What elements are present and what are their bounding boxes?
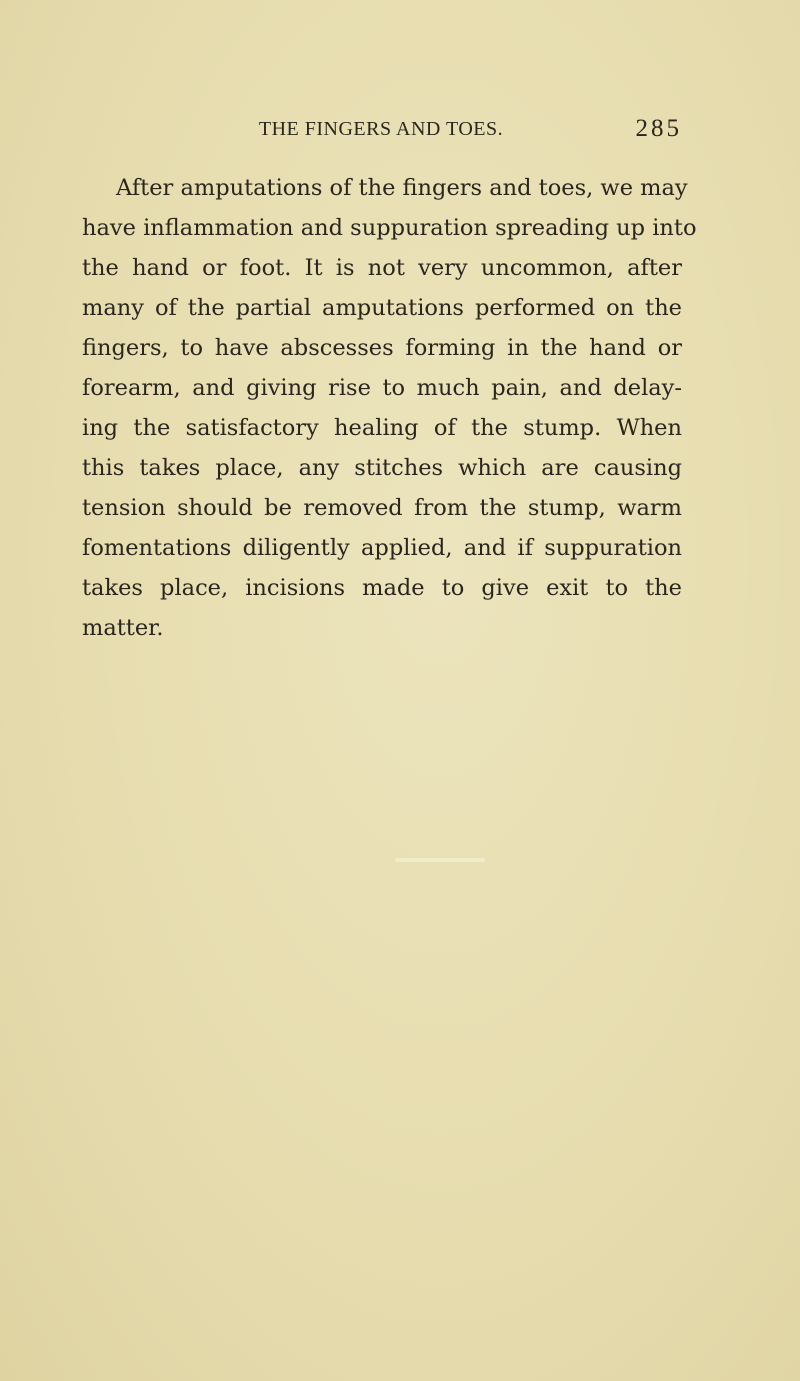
- running-head: [80, 115, 682, 148]
- text-line: fomentations diligently applied, and if suppuration: [82, 535, 682, 561]
- paper-smudge: [395, 858, 485, 862]
- page-number: 285: [635, 115, 682, 142]
- body-paragraph: [82, 168, 697, 648]
- text-line: matter.: [82, 615, 164, 641]
- text-line: takes place, incisions made to give exit to the: [82, 575, 682, 601]
- text-line: tension should be removed from the stump, warm: [82, 495, 682, 521]
- text-line: ing the satisfactory healing of the stump. When: [82, 415, 682, 441]
- text-line: this takes place, any stitches which are causing: [82, 455, 682, 481]
- text-line: have inflammation and suppuration spreading up into: [82, 215, 697, 241]
- text-line: After amputations of the fingers and toes, we may: [116, 175, 688, 201]
- text-line: the hand or foot. It is not very uncommon, after: [82, 255, 682, 281]
- text-line: forearm, and giving rise to much pain, and delay-: [82, 375, 682, 401]
- running-title: THE FINGERS AND TOES.: [258, 118, 504, 140]
- text-line: many of the partial amputations performed on the: [82, 295, 682, 321]
- text-line: fingers, to have abscesses forming in the hand or: [82, 335, 682, 361]
